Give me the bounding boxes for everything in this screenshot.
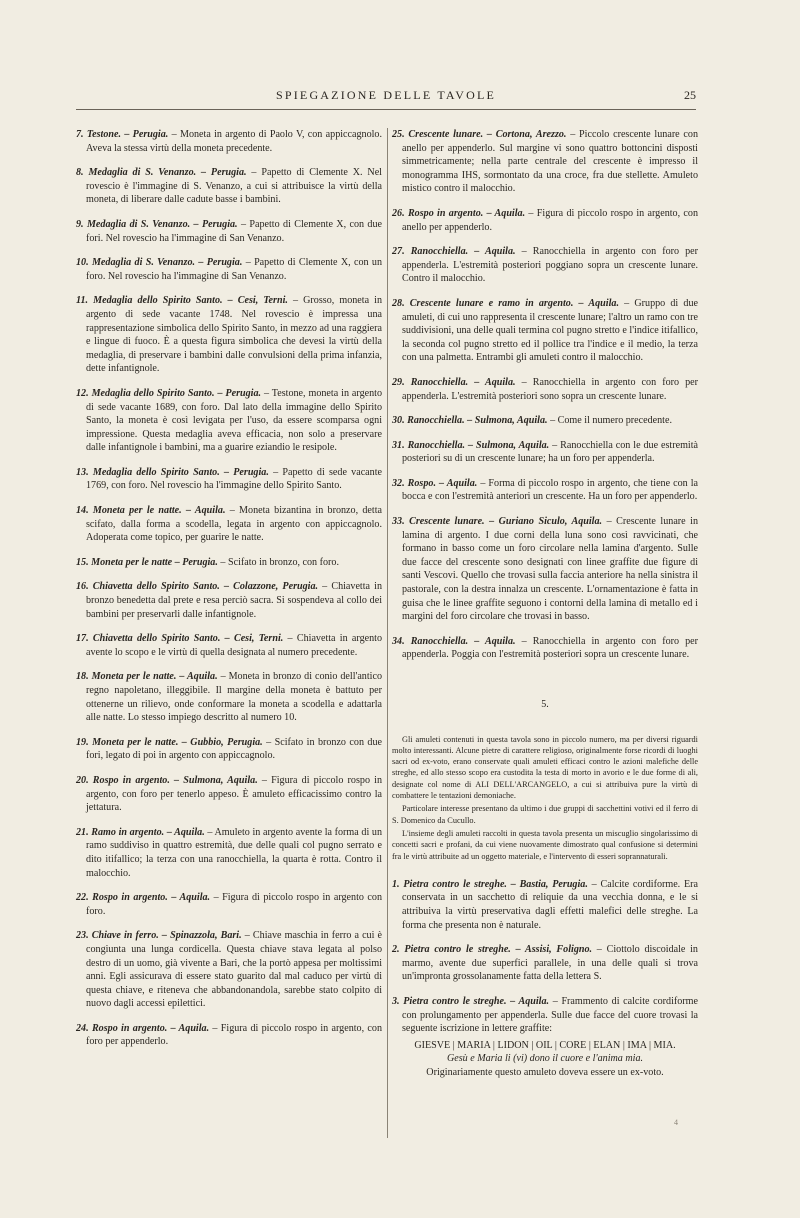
entry-text: – Chiavetta in bronzo benedetta dal prete e resa perciò sacra. Si sospendeva al collo dei bambini per preservarli dalle infantignole.: [86, 581, 382, 620]
note-paragraph: Gli amuleti contenuti in questa tavola sono in piccolo numero, ma per diversi riguardi molto interessanti. Alcune pietre di carattere religioso, originalmente forse ricordi di luoghi sacri od ex-voto, erano conservate quali amuleti efficaci contro le azioni malefiche delle streghe, ed allo stesso scopo era custodita la testa di morto in avorio e le due forme di ali, designate col nome di ALI DELL'ARCANGELO, a cui si attribuiva pure la virtù di combattere le tentazioni demoniache.: [392, 734, 698, 801]
note-paragraph: Particolare interesse presentano da ultimo i due gruppi di sacchettini votivi ed il ferro di S. Domenico da Cucullo.: [392, 804, 698, 825]
page-header: [76, 88, 696, 108]
note-paragraph: L'insieme degli amuleti raccolti in questa tavola presenta un miscuglio singolarissimo di concetti sacri e profani, da cui viene nuovamente dimostrato qual confusione si determini fra le virtù attribuite ad un oggetto materiale, e l'intervento di esseri soprannaturali.: [392, 828, 698, 861]
entry-heading: Medaglia dello Spirito Santo. – Cesi, Terni.: [93, 295, 288, 307]
entry-text: – Testone, moneta in argento di sede vacante 1689, con foro. Dal lato della immagine dello Spirito Santo, la moneta è così levigata per l'uso, da essere scomparsa ogni impressione. Questa medaglia aveva efficacia, non solo a preservare dalle infantignole i bambini, ma a guarire eziandio le resipole.: [86, 387, 383, 454]
catalog-entry: [76, 294, 382, 376]
entry-text: – Forma di piccolo rospo in argento, che tiene con la bocca e con l'estremità anteriori un crescente. Ha un foro per appenderlo.: [402, 477, 698, 503]
entry-heading: Medaglia di S. Venanzo. – Perugia.: [88, 167, 247, 179]
catalog-entry: [76, 466, 382, 493]
entry-heading: Crescente lunare e ramo in argento. – Aquila.: [409, 297, 619, 309]
entry-number: 18.: [76, 671, 92, 683]
catalog-entry: [76, 632, 382, 659]
entry-number: 3.: [392, 996, 404, 1008]
entry-number: 19.: [76, 736, 93, 748]
header-rule: [76, 109, 696, 110]
entry-number: 25.: [392, 129, 409, 140]
entry-number: 29.: [392, 376, 411, 388]
entry-heading: Testone. – Perugia.: [86, 129, 169, 140]
entry-number: 1.: [392, 878, 404, 890]
entry-text: – Grosso, moneta in argento di sede vacante 1748. Nel rovescio è impressa una rappresentazione simbolica dello Spirito Santo, in mezzo ad una raggiera e lingue di fuoco. È a questa figura simbolica che devesi la virtù della medaglia, di preservare i bambini dalle convulsioni della prima infanzia, dette infantignole.: [86, 295, 382, 375]
entry-text: – Chiave maschia in ferro a cui è congiunta una lunga cordicella. Questa chiave stava legata al polso destro di un uomo, già vivente a Bari, che la portò appesa per moltissimi anni. Egli assicurava di essere stato guarito dal mal caduco per virtù di questa chiave, e riteneva che abbandonandola, sarebbe stato colpito di nuovo dagli accessi epilettici.: [86, 930, 383, 1010]
entry-text: – Figura di piccolo rospo in argento con foro.: [86, 892, 382, 917]
closing-line: Originariamente questo amuleto doveva essere un ex-voto.: [426, 1066, 664, 1078]
entry-number: 23.: [76, 930, 92, 942]
catalog-entry: [76, 670, 382, 724]
entry-text: – Chiavetta in argento avente lo scopo e le virtù di quella designata al numero precedente.: [86, 633, 383, 658]
running-title: SPIEGAZIONE DELLE TAVOLE: [275, 88, 497, 102]
entry-number: 24.: [76, 1022, 92, 1034]
catalog-entry: [76, 218, 382, 245]
entry-number: 9.: [76, 218, 87, 230]
entry-heading: Rospo. – Aquila.: [407, 477, 478, 489]
catalog-entry: [392, 245, 698, 286]
entry-number: 11.: [76, 295, 94, 307]
catalog-entry: [392, 995, 698, 1036]
entry-text: – Figura di piccolo rospo in argento, con foro per tenerlo appeso. È amuleto efficacissimo contro la jettatura.: [86, 774, 383, 814]
entry-number: 12.: [76, 387, 92, 399]
entry-number: 34.: [392, 635, 411, 647]
catalog-entry: [392, 515, 698, 624]
entry-heading: Moneta per le natte – Perugia.: [91, 556, 218, 568]
entry-heading: Moneta per le natte. – Aquila.: [91, 671, 218, 683]
entry-heading: Medaglia dello Spirito Santo. – Perugia.: [91, 387, 262, 399]
entry-text: – Scifato in bronzo, con foro.: [217, 556, 339, 568]
entry-text: – Come il numero precedente.: [547, 415, 672, 427]
entry-heading: Chiavetta dello Spirito Santo. – Colazzone, Perugia.: [92, 581, 319, 593]
entry-text: – Gruppo di due amuleti, di cui uno rappresenta il crescente lunare; l'altro un ramo con tre suddivisioni, una delle quali termina col pugno stretto e l'indice itifallico, la seconda col pugno stretto ed il pollice tra l'indice e il medio, la terza con una palmetta. Entrambi gli amuleti contro il malocchio.: [402, 297, 698, 364]
entry-text: – Piccolo crescente lunare con anello per appenderlo. Sul margine vi sono quattro bottoncini disposti simmetricamente; nella parte centrale del crescente è impresso il monogramma IHS, sormontato da una croce, fra due stellette. Amuleto mistico contro il malocchio.: [402, 129, 699, 195]
column-divider: [387, 128, 388, 1138]
entry-number: 14.: [76, 505, 93, 517]
catalog-entry: [76, 387, 382, 455]
entry-number: 27.: [392, 246, 411, 258]
entry-heading: Pietra contro le streghe. – Bastia, Perugia.: [403, 878, 588, 890]
footer-mark: 4: [674, 1118, 678, 1127]
entry-text: – Ranocchiella in argento con foro per appenderla. L'estremità posteriori sono sopra un crescente lunare.: [402, 376, 698, 402]
catalog-entry: [392, 376, 698, 403]
entry-text: – Papetto di sede vacante 1769, con foro. Nel rovescio ha l'immagine dello Spirito Santo.: [86, 466, 382, 492]
entry-text: – Papetto di Clemente X, con due fori. Nel rovescio ha l'immagine di San Venanzo.: [86, 218, 382, 244]
entry-number: 2.: [392, 944, 405, 956]
catalog-entry: [76, 826, 382, 880]
entry-heading: Ranocchiella. – Sulmona, Aquila.: [407, 415, 548, 427]
catalog-entry: [76, 736, 382, 763]
entry-heading: Moneta per le natte. – Aquila.: [92, 505, 226, 517]
page-number: 25: [684, 88, 696, 102]
entry-number: 30.: [392, 415, 408, 427]
entry-heading: Rospo in argento. – Sulmona, Aquila.: [92, 774, 258, 786]
catalog-entry: [76, 256, 382, 283]
entry-text: – Calcite cordiforme. Era conservata in un sacchetto di reliquie da una vecchia donna, e le si attribuiva la virtù preservativa dagli effetti malefici delle streghe. La forma che presenta non è naturale.: [402, 878, 699, 931]
entry-heading: Pietra contro le streghe. – Aquila.: [403, 996, 550, 1008]
catalog-entry: [76, 774, 382, 815]
entry-heading: Ranocchiella. – Aquila.: [410, 376, 516, 388]
inscription: GIESVE | MARIA | LIDON | OIL | CORE | ELAN | IMA | MIA.: [414, 1039, 676, 1051]
entry-number: 26.: [392, 207, 408, 219]
entry-text: – Papetto di Clemente X. Nel rovescio è l'immagine di S. Venanzo, a cui si attribuisce la virtù della moneta, di liberare dalle cadute basse i bambini.: [86, 167, 382, 206]
entry-heading: Moneta per le natte. – Gubbio, Perugia.: [92, 736, 263, 748]
entry-text: – Ranocchiella in argento con foro per appenderla. L'estremità posteriori poggiano sopra un crescente lunare. Contro il malocchio.: [402, 246, 698, 285]
entry-text: – Papetto di Clemente X, con un foro. Nel rovescio ha l'immagine di San Venanzo.: [86, 257, 382, 282]
catalog-entry: [76, 556, 382, 570]
catalog-entry: [76, 580, 382, 621]
entry-text: – Ciottolo discoidale in marmo, avente due superfici parallele, in una delle quali si trova un'impronta grossolanamente fatta della lettera S.: [402, 944, 698, 983]
entry-number: 33.: [392, 516, 410, 528]
entry-heading: Rospo in argento. – Aquila.: [91, 1022, 210, 1034]
entry-text: – Moneta in argento di Paolo V, con appiccagnolo. Aveva la stessa virtù della moneta precedente.: [86, 129, 383, 154]
entry-heading: Rospo in argento. – Aquila.: [92, 892, 211, 904]
entry-text: – Ranocchiella con le due estremità posteriori su di un crescente lunare; ha un foro per appenderla.: [402, 439, 699, 465]
entry-heading: Medaglia di S. Venanzo. – Perugia.: [86, 218, 238, 230]
catalog-entry: [76, 1022, 382, 1049]
entry-number: 32.: [392, 477, 408, 489]
inscription-translation: Gesù e Maria li (vi) dono il cuore e l'anima mia.: [446, 1053, 644, 1065]
entry-text: – Figura di piccolo rospo in argento, con foro per appenderlo.: [86, 1022, 382, 1048]
entry-text: – Moneta bizantina in bronzo, detta scifato, dalla forma a scodella, legata in argento con appiccagnolo. Adoperata come topico, per guarire le natte.: [86, 505, 382, 544]
section-number: 5.: [541, 699, 549, 710]
entry-heading: Rospo in argento. – Aquila.: [407, 207, 526, 219]
entry-heading: Ranocchiella. – Aquila.: [410, 635, 516, 647]
entry-number: 16.: [76, 581, 93, 593]
entry-text: – Frammento di calcite cordiforme con prolungamento per appenderla. Sulle due facce del cuore trovasi la seguente iscrizione in lettere graffite:: [402, 996, 698, 1035]
entry-number: 21.: [76, 826, 92, 838]
entry-heading: Ranocchiella. – Sulmona, Aquila.: [407, 439, 550, 451]
entry-heading: Ramo in argento. – Aquila.: [91, 826, 205, 838]
entry-number: 7.: [76, 129, 87, 140]
entry-number: 17.: [76, 633, 93, 645]
entry-heading: Crescente lunare. – Cortona, Arezzo.: [408, 129, 567, 140]
entry-heading: Medaglia di S. Venanzo. – Perugia.: [91, 257, 243, 269]
catalog-entry: [76, 929, 382, 1011]
entry-number: 31.: [392, 439, 408, 451]
left-column: [76, 128, 382, 1060]
right-column: [392, 128, 698, 1080]
entry-text: – Figura di piccolo rospo in argento, con anello per appenderlo.: [402, 207, 698, 233]
catalog-entry: [392, 414, 698, 428]
entry-heading: Medaglia dello Spirito Santo. – Perugia.: [92, 466, 269, 478]
entry-heading: Chiavetta dello Spirito Santo. – Cesi, Terni.: [92, 633, 284, 645]
entry-text: – Amuleto in argento avente la forma di un ramo suddiviso in quattro estremità, due delle quali col pugno serrato e dito itifallico; la terza con una ranocchiella, la quarta è rotta. Contro il malocchio.: [86, 826, 382, 879]
catalog-entry: [76, 504, 382, 545]
entry-heading: Ranocchiella. – Aquila.: [410, 246, 516, 258]
entry-number: 20.: [76, 774, 93, 786]
entry-text: – Moneta in bronzo di conio dell'antico regno napoletano, illeggibile. Il margine della moneta è battuto per ottenerne un rilievo, onde conformare la moneta a scodella e adattarla alle natte. Lo stesso impiego descritto al numero 10.: [86, 671, 382, 724]
catalog-entry: [76, 166, 382, 207]
entry-heading: Chiave in ferro. – Spinazzola, Bari.: [91, 930, 242, 942]
entry-number: 13.: [76, 466, 93, 478]
section-note: [392, 734, 698, 862]
catalog-entry: [392, 128, 698, 196]
entry-text: – Ranocchiella in argento con foro per appenderla. Poggia con l'estremità posteriori sopra un crescente lunare.: [402, 635, 698, 661]
catalog-entry: [76, 128, 382, 155]
entry-number: 15.: [76, 556, 92, 568]
entry-number: 28.: [392, 297, 410, 309]
entry-heading: Crescente lunare. – Guriano Siculo, Aquila.: [409, 516, 603, 528]
catalog-entry: [392, 943, 698, 984]
catalog-entry: [392, 635, 698, 662]
catalog-entry: [392, 878, 698, 932]
entry-text: – Scifato in bronzo con due fori, legato di poi in argento con appiccagnolo.: [86, 736, 382, 762]
catalog-entry: [392, 477, 698, 504]
entry-heading: Pietra contro le streghe. – Assisi, Foligno.: [404, 944, 593, 956]
entry-number: 22.: [76, 892, 93, 904]
catalog-entry: [392, 439, 698, 466]
entry-number: 8.: [76, 167, 89, 179]
catalog-entry: [392, 297, 698, 365]
entry-number: 10.: [76, 257, 92, 269]
entry-text: – Crescente lunare in lamina di argento. I due corni della luna sono così ravvicinati, che formano in basso come un foro circolare nella lamina d'argento. Sulle due facce del crescente sono designati con linee graffite due figure di santi Vescovi. Quello che trovasi sulla faccia anteriore ha nella sinistra il pastorale, con la destra innalza un crescente. L'ornamentazione è fatta in guisa che le linee graffite seguono i contorni della lamina di metallo ed i margini del foro circolare che trovasi in basso.: [402, 516, 698, 623]
catalog-entry: [392, 207, 698, 234]
catalog-entry: [76, 891, 382, 918]
